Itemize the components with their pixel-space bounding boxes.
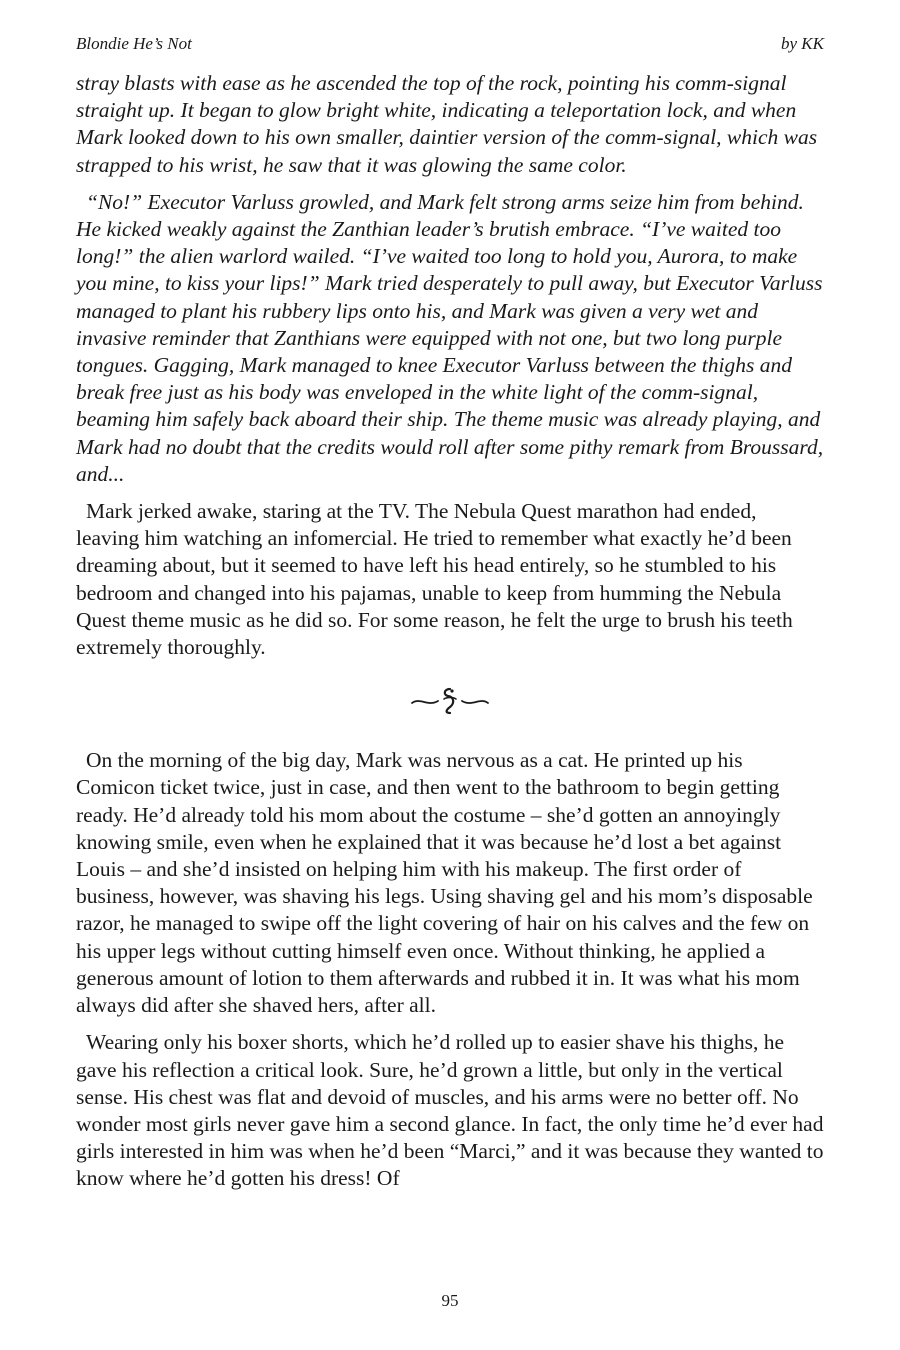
page-number: 95 xyxy=(441,1291,459,1310)
running-head xyxy=(76,34,824,56)
section-break-flourish-icon xyxy=(76,671,824,729)
paragraph-dream-2: “No!” Executor Varluss growled, and Mark felt strong arms seize him from behind. He kicked weakly against the Zanthian leader’s brutish embrace. “I’ve waited too long!” the alien warlord wailed. “I’ve waited too long to hold you, Aurora, to make you mine, to kiss your lips!” Mark tried desperately to pull away, but Executor Varluss managed to plant his rubbery lips onto his, and Mark was given a very wet and invasive reminder that Zanthians were equipped with not one, but two long purple tongues. Gagging, Mark managed to knee Executor Varluss between the thighs and break free just as his body was enveloped in the white light of the comm-signal, beaming him safely back aboard their ship. The theme music was already playing, and Mark had no doubt that the credits would roll after some pithy remark from Broussard, and... xyxy=(76,189,824,486)
book-page xyxy=(76,34,824,1324)
paragraph-reflection: Wearing only his boxer shorts, which he’d rolled up to easier shave his thighs, he gave his reflection a critical look. Sure, he’d grown a little, but only in the vertical sense. His chest was flat and devoid of muscles, and his arms were no better off. No wonder most girls never gave him a second glance. In fact, the only time he’d ever had girls interested in him was when he’d been “Marci,” and it was because they wanted to know where he’d gotten his dress! Of xyxy=(76,1030,824,1191)
paragraph-wake: Mark jerked awake, staring at the TV. The Nebula Quest marathon had ended, leaving him watching an infomercial. He tried to remember what exactly he’d been dreaming about, but it seemed to have left his head entirely, so he stumbled to his bedroom and changed into his pajamas, unable to keep from humming the Nebula Quest theme music as he did so. For some reason, he felt the urge to brush his teeth extremely thoroughly. xyxy=(76,499,793,660)
body-text xyxy=(76,70,824,1203)
paragraph-dream-1: stray blasts with ease as he ascended the top of the rock, pointing his comm-signal straight up. It began to glow bright white, indicating a teleportation lock, and when Mark looked down to his own smaller, daintier version of the comm-signal, which was strapped to his wrist, he saw that it was glowing the same color. xyxy=(76,71,818,177)
book-title: Blondie He’s Not xyxy=(76,34,192,53)
paragraph-morning: On the morning of the big day, Mark was nervous as a cat. He printed up his Comicon ticket twice, just in case, and then went to the bathroom to begin getting ready. He’d already told his mom about the costume – she’d gotten an annoyingly knowing smile, even when he explained that it was because he’d lost a bet against Louis – and she’d insisted on helping him with his makeup. The first order of business, however, was shaving his legs. Using shaving gel and his mom’s disposable razor, he managed to swipe off the light covering of hair on his calves and the few on his upper legs without cutting himself even once. Without thinking, he applied a generous amount of lotion to them afterwards and rubbed it in. It was what his mom always did after she shaved hers, after all. xyxy=(76,748,813,1018)
author-credit: by KK xyxy=(781,34,824,53)
